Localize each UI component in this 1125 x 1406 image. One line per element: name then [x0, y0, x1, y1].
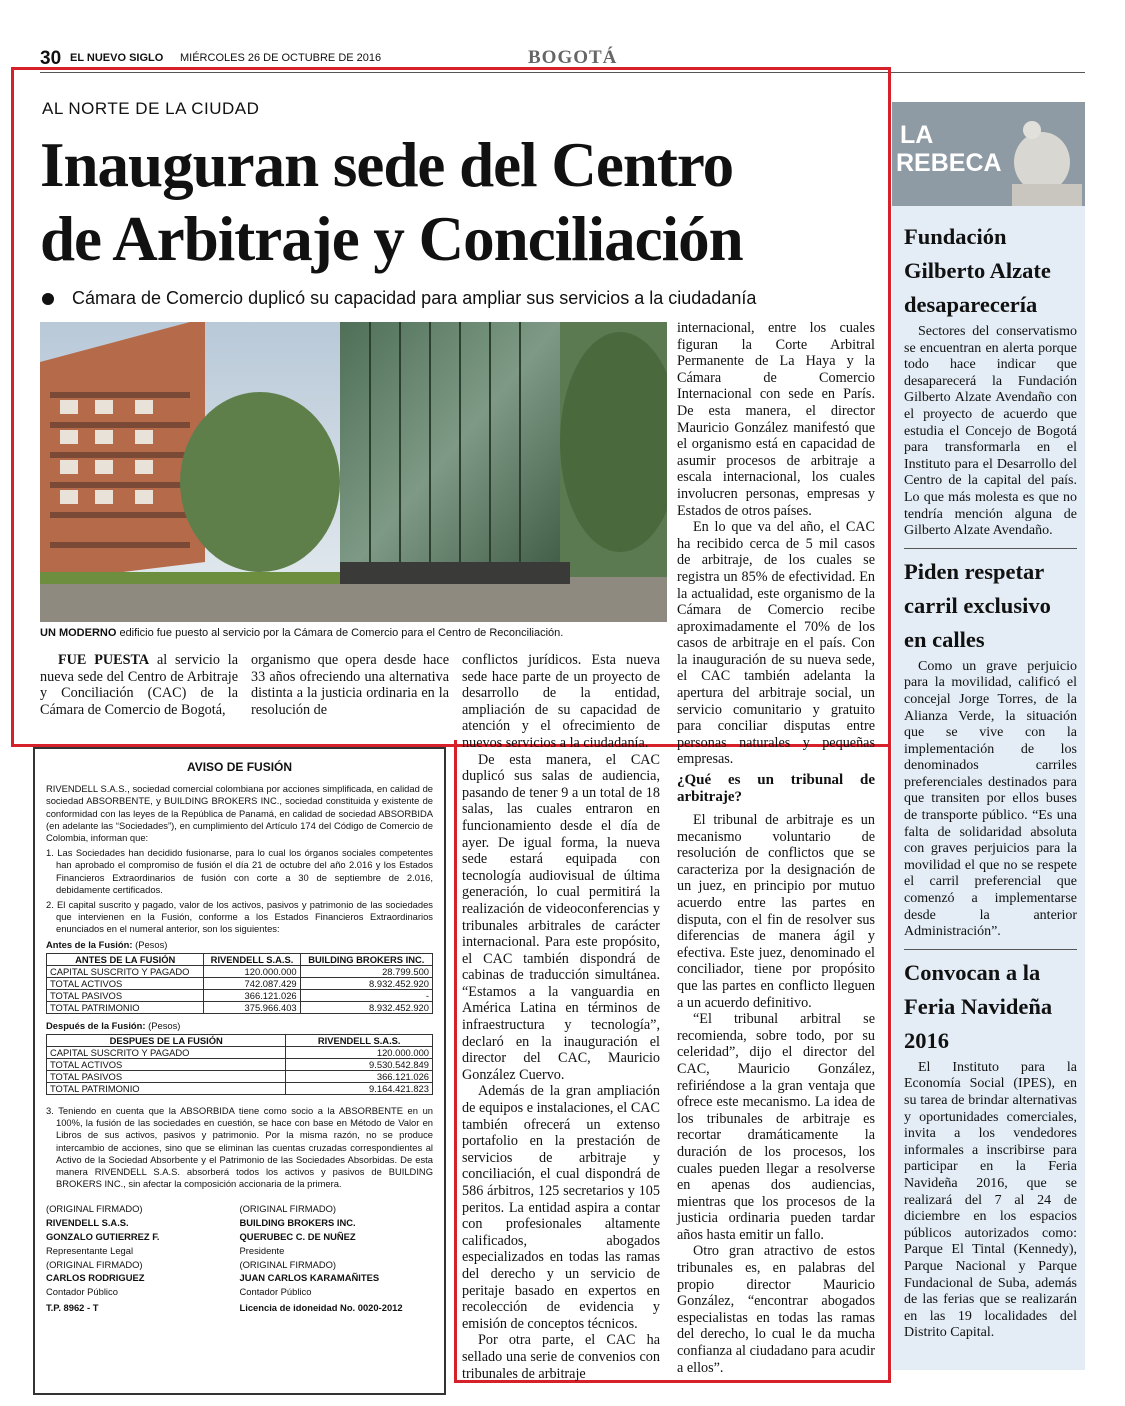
sidebar-story	[904, 956, 1077, 1342]
story-title: Fundación Gilberto Alzate desaparecería	[904, 224, 1051, 317]
photo-caption: UN MODERNO edificio fue puesto al servicio por la Cámara de Comercio para el Centro de Reconciliación.	[40, 627, 564, 639]
table-row: CAPITAL SUSCRITO Y PAGADO 120.000.000 28.799.500	[47, 965, 433, 977]
issue-date: MIÉRCOLES 26 DE OCTUBRE DE 2016	[180, 52, 382, 64]
article-column-4	[677, 320, 875, 1376]
table-header-row: ANTES DE LA FUSIÓN RIVENDELL S.A.S. BUILDING BROKERS INC.	[47, 953, 433, 965]
signature-left: (ORIGINAL FIRMADO) RIVENDELL S.A.S. GONZALO GUTIERREZ F. Representante Legal (ORIGINAL FIRMADO) CARLOS RODRIGUEZ Contador Público T.P. 8962 - T	[46, 1203, 160, 1314]
paragraph: Por otra parte, el CAC ha sellado una serie de convenios con tribunales de arbitraje	[462, 1332, 660, 1382]
notice-item: 1. Las Sociedades han decidido fusionarse, para lo cual los órganos sociales competentes han aprobado el compromiso de fusión el día 21 de octubre del año 2.016 y los Estados Financieros Extraordinarios de fusión con corte a 30 de septiembre de 2.016, debidamente certificados.	[46, 847, 433, 895]
notice-item: 2. El capital suscrito y pagado, valor de los activos, pasivos y patrimonio de las sociedades que intervienen en la Fusión, conforme a los Estados Financieros Extraordinarios enunciados en el numeral anterior, son los siguientes:	[46, 899, 433, 935]
notice-item: 3. Teniendo en cuenta que la ABSORBIDA tiene como socio a la ABSORBENTE en un 100%, la fusión de las sociedades en cuestión, se hace con base en Método de Valor en Libros de sus activos, pasivos y patrimonio. Por la misma razón, no se produce intercambio de acciones, sino que se eliminan las cuentas cruzadas correspondientes al Activo de la Sociedad Absorbente y el Patrimonio de las Sociedades Absorbidas. De esta manera RIVENDELL S.A.S. absorberá todos los activos y pasivos de BUILDING BROKERS INC., sin afectar la composición accionaria de la primera.	[46, 1105, 433, 1190]
building-photo-illustration	[40, 322, 667, 622]
building-photo	[40, 322, 667, 622]
table-header-row: DESPUES DE LA FUSIÓN RIVENDELL S.A.S.	[47, 1035, 433, 1047]
kicker: AL NORTE DE LA CIUDAD	[42, 99, 260, 118]
divider	[904, 548, 1077, 549]
page-number: 30	[40, 48, 62, 69]
sidebar-column	[892, 102, 1085, 1370]
table-row: TOTAL PASIVOS 366.121.026	[47, 1071, 433, 1083]
subheadline: Cámara de Comercio duplicó su capacidad para ampliar sus servicios a la ciudadanía	[42, 288, 756, 309]
story-body: Sectores del conservatismo se encuentran en alerta porque todo hace indicar que desaparecerá la Fundación Gilberto Alzate Avendaño con el proyecto de acuerdo que estudia el Concejo de Bogotá para transformarla en el Instituto para el Desarrollo del Centro de la capital del país. Lo que más molesta es que no tendría mención alguna de Gilberto Alzate Avendaño.	[904, 324, 1077, 539]
headline	[40, 128, 860, 276]
signature-right: (ORIGINAL FIRMADO) BUILDING BROKERS INC. QUERUBEC C. DE NUÑEZ Presidente (ORIGINAL FIRMADO) JUAN CARLOS KARAMAÑITES Contador Público Licencia de idoneidad No. 0020-2012	[239, 1203, 403, 1314]
table-row: TOTAL ACTIVOS 9.530.542.849	[47, 1059, 433, 1071]
notice-intro: RIVENDELL S.A.S., sociedad comercial colombiana por acciones simplificada, en calidad de sociedad ABSORBENTE, y BUILDING BROKERS INC., sociedad constituida y existente de conformidad con las leyes de la República de Panamá, en calidad de sociedad ABSORBIDA (en adelante las “Sociedades”), en cumplimiento del Artículo 174 del Código de Comercio de Colombia, informan que:	[46, 783, 433, 844]
signatures	[46, 1202, 433, 1314]
paragraph: “El tribunal arbitral se recomienda, sobre todo, por su celeridad”, dijo el director del CAC, Mauricio González, refiriéndose a la gran ventaja que ofrece este mecanismo. La idea de los tribunales de arbitraje es recortar dramáticamente la duración de los procesos, los cuales pueden llegar a resolverse en apenas dos audiencias, mientras que los procesos de la justicia ordinaria pueden tardar años hasta emitir un fallo.	[677, 1011, 875, 1243]
paragraph: En lo que va del año, el CAC ha recibido cerca de 5 mil casos de arbitraje, de los cuales se registra un 85% de efectividad. En la actualidad, este organismo de la Cámara de Comercio recibe aproximadamente el 70% de los casos de arbitraje en el país. Con la inauguración de su nueva sede, el CAC también adelanta la apertura del arbitraje social, un servicio comunitario y gratuito para conciliar disputas entre personas naturales y pequeñas empresas.	[677, 519, 875, 768]
brand-line: REBECA	[896, 149, 1002, 177]
paragraph: conflictos jurídicos. Esta nueva sede hace parte de un proyecto de desarrollo de la entidad, ampliación de su capacidad de atención y el ofrecimiento de nuevos servicios a la ciudadanía.	[462, 652, 660, 751]
paragraph: Otro gran atractivo de estos tribunales es, en palabras del propio director Mauricio González, “encontrar abogados especialistas en todas las ramas del derecho, lo cual le da mucha confianza al ciudadano para acudir a ellos”.	[677, 1243, 875, 1376]
article-column-1	[40, 652, 238, 718]
table-row: TOTAL PASIVOS 366.121.026 -	[47, 989, 433, 1001]
lead-in: FUE PUESTA	[58, 652, 150, 668]
article-subhead: ¿Qué es un tribunal de arbitraje?	[677, 772, 875, 806]
legal-notice	[33, 747, 446, 1395]
paragraph: internacional, entre los cuales figuran la Corte Arbitral Permanente de La Haya y la Cámara de Comercio Internacional con sede en París. De esta manera, el director Mauricio González manifestó que el organismo está en capacidad de asumir procesos de arbitraje a escala internacional, los cuales involucren personas, empresas y Estados de otros países.	[677, 320, 875, 519]
headline-line: de Arbitraje y Conciliación	[40, 204, 743, 274]
paragraph: El tribunal de arbitraje es un mecanismo voluntario de resolución de conflictos que se caracteriza por la designación de un juez, en principio por mutuo acuerdo entre las partes en disputa, con el fin de resolver sus diferencias de manera ágil y efectiva. Este juez, denominado el conciliador, tiene por propósito que las partes en conflicto lleguen a un acuerdo definitivo.	[677, 812, 875, 1011]
sidebar-stories	[892, 206, 1085, 1342]
story-body: Como un grave perjuicio para la movilidad, calificó el concejal Jorge Torres, de la Alianza Verde, la situación que se vive con la implementación de los denominados carriles preferenciales destinados para que transiten por ellos buses de transporte público. “Es una falta de solidaridad absoluta con graves perjuicios para la movilidad el que no se respete el carril preferencial que comenzó a implementarse desde la anterior Administración”.	[904, 658, 1077, 940]
sidebar-story	[904, 220, 1077, 540]
paragraph: al servicio la nueva sede del Centro de Arbitraje y Conciliación (CAC) de la Cámara de Comercio de Bogotá,	[40, 652, 238, 718]
paragraph: Además de la gran ampliación de equipos e instalaciones, el CAC también ofrecerá un extenso portafolio en la prestación de servicios de arbitraje y conciliación, el cual dispondrá de 586 árbitros, 125 secretarios y 105 peritos. La entidad aspira a contar con profesionales altamente calificados, abogados especializados en todas las ramas del derecho y un servicio de peritaje basado en expertos en recolección de evidencia y emisión de conceptos técnicos.	[462, 1083, 660, 1332]
brand-line: LA	[900, 121, 934, 149]
table-row: TOTAL PATRIMONIO 9.164.421.823	[47, 1083, 433, 1095]
article-column-2	[251, 652, 449, 718]
before-label: Antes de la Fusión: (Pesos)	[46, 938, 168, 950]
before-table	[46, 953, 433, 1014]
story-body: El Instituto para la Economía Social (IPES), en su tarea de brindar alternativas y oportunidades comerciales, invita a los vendedores informales a inscribirse para participar en la Feria Navideña 2016, que se realizará del 7 al 24 de diciembre en los espacios públicos autorizados como: Parque El Tintal (Kennedy), Parque Nacional y Parque Fundacional de Suba, además de las ferias que se realizarán en las 19 localidades del Distrito Capital.	[904, 1059, 1077, 1341]
table-row: TOTAL ACTIVOS 742.087.429 8.932.452.920	[47, 977, 433, 989]
table-row: TOTAL PATRIMONIO 375.966.403 8.932.452.920	[47, 1001, 433, 1013]
la-rebeca-banner	[892, 102, 1085, 206]
paragraph: De esta manera, el CAC duplicó sus salas de audiencia, pasando de tener 9 a un total de 18 salas, las cuales entraron en funcionamiento desde el día de ayer. De igual forma, la nueva sede estará equipada con tecnología audiovisual de última generación, lo cual permitirá la realización de videoconferencias y tribunales arbitrales de carácter internacional. Para este propósito, el CAC también dispondrá de cabinas de traducción simultánea. “Estamos a la vanguardia en América Latina en términos de infraestructura y tecnología”, declaró en la inauguración el director del CAC, Mauricio González Cuervo.	[462, 751, 660, 1083]
after-label: Después de la Fusión: (Pesos)	[46, 1019, 181, 1031]
section-name: BOGOTÁ	[528, 47, 618, 68]
story-title: Piden respetar carril exclusivo en calles	[904, 558, 1051, 652]
sidebar-story	[904, 555, 1077, 941]
paragraph: organismo que opera desde hace 33 años ofreciendo una alternativa distinta a la justicia ordinaria en la resolución de	[251, 652, 449, 718]
bullet-icon	[42, 293, 54, 305]
divider	[904, 949, 1077, 950]
after-table	[46, 1034, 433, 1095]
table-row: CAPITAL SUSCRITO Y PAGADO 120.000.000	[47, 1047, 433, 1059]
notice-title: AVISO DE FUSIÓN	[186, 760, 293, 774]
story-title: Convocan a la Feria Navideña 2016	[904, 959, 1053, 1053]
article-column-3	[462, 652, 660, 1382]
paper-name: EL NUEVO SIGLO	[70, 52, 164, 64]
headline-line: Inauguran sede del Centro	[40, 130, 734, 200]
